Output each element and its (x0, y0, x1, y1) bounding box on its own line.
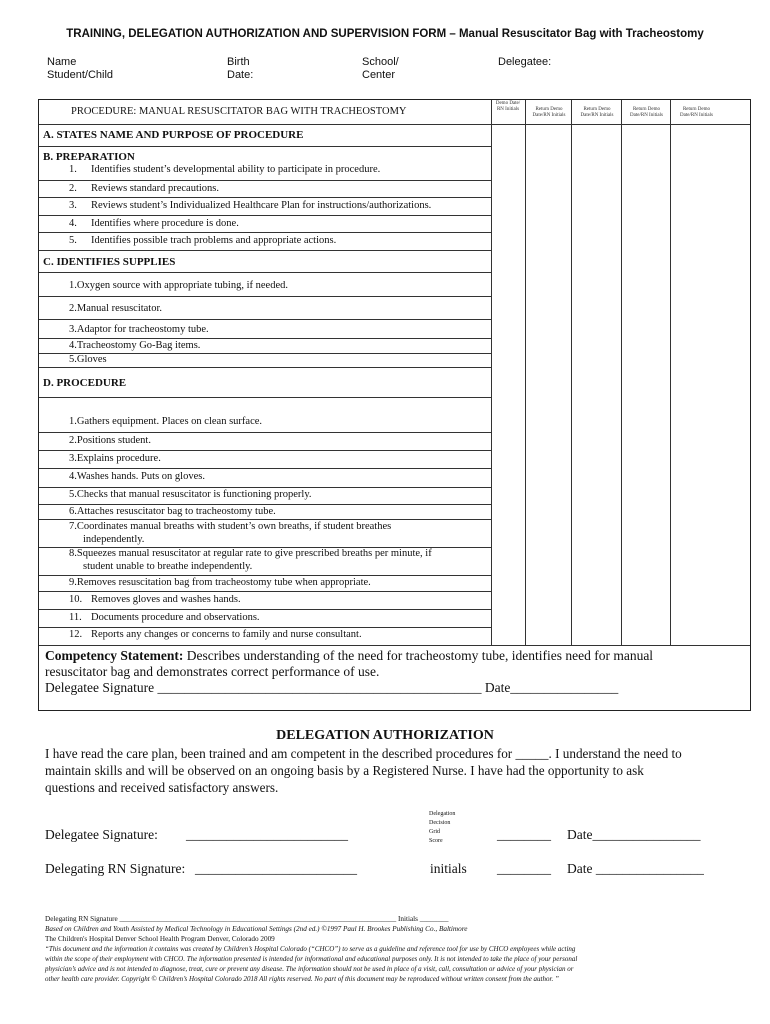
birth-label: Birth (227, 56, 250, 68)
section-b-heading: B. PREPARATION (43, 151, 135, 163)
name-student-label (47, 56, 113, 82)
procedure-title: PROCEDURE: MANUAL RESUSCITATOR BAG WITH TRACHEOSTOMY (71, 106, 407, 117)
procedure-step: 4.Washes hands. Puts on gloves. (69, 471, 205, 482)
row-divider (39, 319, 491, 320)
rn-signature-label: Delegating RN Signature: (45, 861, 186, 876)
delegatee-signature-line[interactable]: Delegatee Signature ________________________________________________ Date________________ (45, 680, 619, 695)
section-a-heading: A. STATES NAME AND PURPOSE OF PROCEDURE (43, 129, 304, 141)
col-divider (491, 100, 492, 646)
grid-score-field[interactable]: ________ (497, 827, 551, 842)
procedure-table (38, 99, 751, 711)
competency-label: Competency Statement: (45, 648, 184, 663)
authorization-heading: DELEGATION AUTHORIZATION (276, 728, 494, 743)
row-divider (39, 504, 491, 505)
row-divider (39, 645, 750, 646)
row-divider (39, 450, 491, 451)
prep-item: 1. Identifies student’s developmental ability to participate in procedure. (69, 164, 381, 175)
supply-item: 1.Oxygen source with appropriate tubing, if needed. (69, 280, 288, 291)
footer-disclaimer: within the scope of their employment with CHCO. The information presented is intended for informational and educational purposes only. It is not intended to take the place of your personal (45, 955, 578, 963)
procedure-step: 11. Documents procedure and observations. (69, 612, 260, 623)
competency-text: Describes understanding of the need for tracheostomy tube, identifies need for manual (183, 648, 654, 663)
row-divider (39, 124, 750, 125)
supply-item: 2.Manual resuscitator. (69, 303, 163, 314)
procedure-step: 5.Checks that manual resuscitator is functioning properly. (69, 489, 312, 500)
rn-signature-field[interactable]: ________________________ (195, 861, 357, 876)
footer-program: The Children's Hospital Denver School Health Program Denver, Colorado 2009 (45, 935, 275, 943)
delegatee-label: Delegatee: (498, 56, 552, 68)
col-divider (621, 100, 622, 646)
initials-label: initials (430, 861, 467, 876)
procedure-step: 2.Positions student. (69, 435, 151, 446)
footer (45, 914, 577, 984)
col-divider (525, 100, 526, 646)
date-field-2[interactable]: Date ________________ (567, 861, 704, 876)
row-divider (39, 367, 491, 368)
date-field-1[interactable]: Date________________ (567, 827, 701, 842)
student-label: Student/Child (47, 69, 114, 81)
footer-source: Based on Children and Youth Assisted by Medical Technology in Educational Settings (2nd ed.) ©1997 Paul H. Brookes Publishing Co., Baltimore (45, 925, 468, 933)
grid-score-label: Delegation Decision Grid Score (429, 811, 456, 844)
form-title: TRAINING, DELEGATION AUTHORIZATION AND SUPERVISION FORM – Manual Resuscitator Bag with Tracheostomy (66, 28, 704, 40)
prep-item: 3. Reviews student’s Individualized Healthcare Plan for instructions/authorizations. (69, 200, 432, 211)
col-header-return-2: Return Demo Date/RN Initials (580, 107, 614, 118)
procedure-step: 10. Removes gloves and washes hands. (69, 594, 241, 605)
initials-field[interactable]: ________ (497, 861, 551, 876)
procedure-step: 7.Coordinates manual breaths with student’s own breaths, if student breathes (69, 521, 392, 532)
row-divider (39, 591, 491, 592)
authorization-line: questions and received satisfactory answers. (45, 780, 279, 795)
procedure-step-continued: independently. (83, 534, 145, 545)
prep-item: 4. Identifies where procedure is done. (69, 218, 239, 229)
date-label: Date: (227, 69, 254, 81)
delegatee-signature-field[interactable]: ________________________ (186, 827, 348, 842)
authorization-text (45, 745, 682, 796)
footer-disclaimer: other health care provider. Copyright © Children’s Hospital Colorado 2018 All rights reserved. No part of this document may be reproduced without written consent from the author. ” (45, 975, 559, 983)
col-header-return-1: Return Demo Date/RN Initials (532, 107, 566, 118)
col-header-demo: Demo Date/ RN Initials (495, 101, 521, 112)
footer-disclaimer: “This document and the information it contains was created by Children’s Hospital Colorado (“CHCO”) to serve as a guideline and reference tool for use by CHCO employees while acting (45, 945, 576, 953)
row-divider (39, 180, 491, 181)
prep-item: 2. Reviews standard precautions. (69, 183, 220, 194)
row-divider (39, 197, 491, 198)
row-divider (39, 575, 491, 576)
procedure-step: 9.Removes resuscitation bag from tracheostomy tube when appropriate. (69, 577, 371, 588)
center-label: Center (362, 69, 396, 81)
procedure-step: 6.Attaches resuscitator bag to tracheostomy tube. (69, 506, 276, 517)
section-d-heading: D. PROCEDURE (43, 377, 127, 389)
section-c-heading: C. IDENTIFIES SUPPLIES (43, 256, 176, 268)
row-divider (39, 609, 491, 610)
authorization-line: maintain skills and will be observed on an ongoing basis by a Registered Nurse. I have had the opportunity to ask (45, 763, 644, 778)
row-divider (39, 468, 491, 469)
row-divider (39, 338, 491, 339)
birth-date-label (227, 56, 253, 82)
row-divider (39, 627, 491, 628)
row-divider (39, 432, 491, 433)
supply-item: 4.Tracheostomy Go-Bag items. (69, 340, 201, 351)
competency-statement (45, 648, 745, 696)
col-header-return-4: Return Demo Date/RN Initials (680, 107, 713, 118)
col-header-return-3: Return Demo Date/RN Initials (630, 107, 663, 118)
row-divider (39, 272, 491, 273)
procedure-step: 3.Explains procedure. (69, 453, 161, 464)
school-center-label (362, 56, 399, 82)
row-divider (39, 487, 491, 488)
row-divider (39, 146, 491, 147)
row-divider (39, 250, 491, 251)
name-label: Name (47, 56, 77, 68)
prep-item: 5. Identifies possible trach problems and appropriate actions. (69, 235, 337, 246)
competency-text-2: resuscitator bag and demonstrates correct performance of use. (45, 664, 380, 679)
row-divider (39, 296, 491, 297)
authorization-line: I have read the care plan, been trained and am competent in the described procedures for _____. I understand the need to (45, 746, 682, 761)
school-label: School/ (362, 56, 399, 68)
row-divider (39, 397, 491, 398)
procedure-step: 12. Reports any changes or concerns to family and nurse consultant. (69, 629, 362, 640)
supply-item: 5.Gloves (69, 354, 107, 365)
procedure-step-continued: student unable to breathe independently. (83, 561, 253, 572)
col-divider (571, 100, 572, 646)
row-divider (39, 353, 491, 354)
col-divider (670, 100, 671, 646)
footer-signature-line: Delegating RN Signature _____________________________________________________________________________ Initials ________ (45, 915, 449, 923)
row-divider (39, 519, 491, 520)
delegatee-signature-label: Delegatee Signature: (45, 827, 158, 842)
procedure-step: 1.Gathers equipment. Places on clean surface. (69, 416, 263, 427)
procedure-step: 8.Squeezes manual resuscitator at regular rate to give prescribed breaths per minute, if (69, 548, 432, 559)
supply-item: 3.Adaptor for tracheostomy tube. (69, 324, 209, 335)
footer-disclaimer: physician’s advice and is not intended to diagnose, treat, cure or prevent any disease. The information should not be used in place of a visit, call, consultation or advice of your physician or (45, 965, 574, 973)
row-divider (39, 232, 491, 233)
row-divider (39, 215, 491, 216)
